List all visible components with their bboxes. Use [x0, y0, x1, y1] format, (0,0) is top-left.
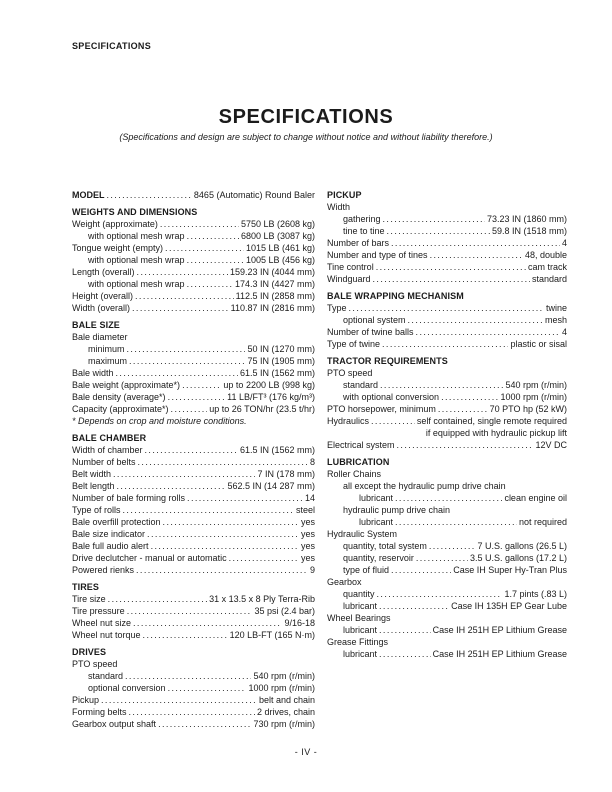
dot-leader — [132, 302, 229, 314]
spec-row — [72, 540, 315, 552]
dot-leader — [379, 624, 431, 636]
spec-value: up to 2200 LB (998 kg) — [223, 380, 315, 390]
spec-label: MODEL — [72, 190, 105, 200]
page-subtitle: (Specifications and design are subject to change without notice and without liability therefore.) — [119, 132, 493, 142]
dot-leader — [383, 213, 485, 225]
spec-label: Type — [327, 303, 347, 313]
spec-label: Windguard — [327, 274, 371, 284]
spec-group-label: Grease Fittings — [327, 637, 389, 647]
spec-label: Drive declutcher - manual or automatic — [72, 553, 227, 563]
spec-value: 11 LB/FT³ (176 kg/m³) — [227, 392, 315, 402]
spec-column-left — [72, 189, 315, 730]
spec-value: 730 rpm (r/min) — [253, 719, 315, 729]
spec-row — [72, 456, 315, 468]
spec-value: 12V DC — [535, 440, 567, 450]
spec-label: quantity — [343, 589, 375, 599]
spec-value: Case IH Super Hy-Tran Plus — [453, 565, 567, 575]
dot-leader — [107, 189, 192, 201]
spec-label: Number of belts — [72, 457, 136, 467]
spec-row — [327, 564, 567, 576]
spec-row — [72, 706, 315, 718]
spec-value: belt and chain — [258, 695, 315, 705]
spec-section — [72, 432, 315, 576]
dot-leader — [430, 249, 523, 261]
spec-value: standard — [531, 274, 567, 284]
page-title: SPECIFICATIONS — [218, 106, 394, 128]
spec-label: gathering — [343, 214, 381, 224]
dot-leader — [135, 290, 234, 302]
dot-leader — [116, 367, 238, 379]
spec-row — [327, 600, 567, 612]
dot-leader — [127, 343, 246, 355]
dot-leader — [391, 237, 560, 249]
spec-value-continuation: if equipped with hydraulic pickup lift — [425, 428, 567, 438]
spec-row — [327, 213, 567, 225]
section-heading: BALE CHAMBER — [72, 433, 147, 443]
spec-value: 59.8 IN (1518 mm) — [491, 226, 567, 236]
dot-leader — [129, 706, 255, 718]
spec-row — [72, 218, 315, 230]
dot-leader — [408, 314, 543, 326]
spec-label: lubricant — [343, 625, 378, 635]
section-heading: DRIVES — [72, 647, 107, 657]
dot-leader — [108, 593, 207, 605]
spec-value: yes — [300, 517, 315, 527]
spec-row — [327, 314, 567, 326]
dot-leader — [145, 444, 238, 456]
spec-row — [327, 379, 567, 391]
spec-label: Bale full audio alert — [72, 541, 149, 551]
spec-label: lubricant — [343, 649, 378, 659]
spec-label: optional conversion — [88, 683, 166, 693]
spec-row — [72, 391, 315, 403]
spec-value: up to 26 TON/hr (23.5 t/hr) — [209, 404, 315, 414]
dot-leader — [187, 230, 239, 242]
dot-leader — [376, 261, 526, 273]
dot-leader — [373, 273, 530, 285]
spec-value: 70 PTO hp (52 kW) — [489, 404, 567, 414]
spec-group-label: PTO speed — [327, 368, 373, 378]
spec-group-label: hydraulic pump drive chain — [343, 505, 451, 515]
spec-value: 35 psi (2.4 bar) — [254, 606, 315, 616]
dot-leader — [349, 302, 544, 314]
dot-leader — [429, 540, 476, 552]
dot-leader — [160, 218, 239, 230]
spec-label: Type of rolls — [72, 505, 121, 515]
spec-row — [72, 682, 315, 694]
spec-row — [327, 403, 567, 415]
section-heading: LUBRICATION — [327, 457, 390, 467]
spec-group-label: Roller Chains — [327, 469, 382, 479]
spec-value: 31 x 13.5 x 8 Ply Terra-Rib — [209, 594, 315, 604]
spec-value: 9/16-18 — [284, 618, 315, 628]
dot-leader — [182, 379, 221, 391]
spec-row — [327, 273, 567, 285]
spec-row — [327, 439, 567, 451]
section-heading: PICKUP — [327, 190, 362, 200]
dot-leader — [416, 552, 468, 564]
spec-label: minimum — [88, 344, 125, 354]
spec-row — [72, 254, 315, 266]
spec-label: Bale size indicator — [72, 529, 146, 539]
spec-row — [327, 249, 567, 261]
dot-leader — [171, 403, 208, 415]
spec-value: 3.5 U.S. gallons (17.2 L) — [469, 553, 567, 563]
spec-label: tine to tine — [343, 226, 385, 236]
spec-row — [72, 593, 315, 605]
spec-row — [327, 225, 567, 237]
spec-value: 4 — [561, 238, 567, 248]
spec-value: cam track — [527, 262, 567, 272]
dot-leader — [137, 266, 228, 278]
dot-leader — [387, 225, 490, 237]
spec-value: 50 IN (1270 mm) — [247, 344, 315, 354]
spec-row — [72, 302, 315, 314]
spec-value: 1.7 pints (.83 L) — [504, 589, 567, 599]
spec-row — [72, 492, 315, 504]
dot-leader — [168, 391, 226, 403]
spec-value: 8 — [309, 457, 315, 467]
dot-leader — [136, 564, 308, 576]
spec-value: 5750 LB (2608 kg) — [240, 219, 315, 229]
spec-label: quantity, reservoir — [343, 553, 414, 563]
dot-leader — [397, 439, 534, 451]
spec-value: 120 LB-FT (165 N·m) — [229, 630, 315, 640]
spec-row — [72, 516, 315, 528]
dot-leader — [133, 617, 282, 629]
spec-label: with optional mesh wrap — [88, 279, 185, 289]
spec-value: 75 IN (1905 mm) — [247, 356, 315, 366]
spec-value: mesh — [544, 315, 567, 325]
spec-row — [327, 516, 567, 528]
spec-label: Powered rienks — [72, 565, 135, 575]
spec-column-right — [327, 189, 567, 660]
spec-value: 6800 LB (3087 kg) — [240, 231, 315, 241]
spec-label: maximum — [88, 356, 128, 366]
spec-row — [72, 379, 315, 391]
spec-row — [72, 367, 315, 379]
spec-row — [327, 648, 567, 660]
spec-value: 112.5 IN (2858 mm) — [235, 291, 315, 301]
dot-leader — [113, 468, 255, 480]
spec-label: Height (overall) — [72, 291, 134, 301]
spec-group-label: Wheel Bearings — [327, 613, 391, 623]
spec-value: yes — [300, 553, 315, 563]
dot-leader — [382, 338, 508, 350]
spec-value: 8465 (Automatic) Round Baler — [193, 190, 315, 200]
spec-row — [72, 718, 315, 730]
spec-label: Width of chamber — [72, 445, 143, 455]
spec-row — [327, 415, 567, 427]
spec-label: PTO horsepower, minimum — [327, 404, 436, 414]
spec-group-label: all except the hydraulic pump drive chain — [343, 481, 506, 491]
spec-label: type of fluid — [343, 565, 390, 575]
spec-section — [327, 189, 567, 285]
spec-row — [327, 237, 567, 249]
spec-row — [72, 617, 315, 629]
spec-value: Case IH 251H EP Lithium Grease — [432, 625, 567, 635]
spec-label: Pickup — [72, 695, 100, 705]
spec-row — [72, 290, 315, 302]
spec-label: Bale width — [72, 368, 114, 378]
spec-label: Bale overfill protection — [72, 517, 161, 527]
spec-label: Length (overall) — [72, 267, 135, 277]
spec-group-label: Hydraulic System — [327, 529, 398, 539]
spec-row — [72, 230, 315, 242]
dot-leader — [380, 379, 503, 391]
spec-value: 1015 LB (461 kg) — [245, 243, 315, 253]
spec-section — [72, 206, 315, 314]
spec-row — [72, 266, 315, 278]
dot-leader — [187, 254, 244, 266]
spec-row — [72, 444, 315, 456]
dot-leader — [163, 516, 299, 528]
spec-row — [327, 261, 567, 273]
spec-value: twine — [545, 303, 567, 313]
spec-row — [327, 624, 567, 636]
spec-value: 48, double — [524, 250, 567, 260]
spec-section — [72, 189, 315, 201]
section-heading: TRACTOR REQUIREMENTS — [327, 356, 448, 366]
spec-label: Tine control — [327, 262, 374, 272]
dot-leader — [165, 242, 244, 254]
dot-leader — [151, 540, 299, 552]
spec-label: Weight (approximate) — [72, 219, 158, 229]
dot-leader — [441, 391, 498, 403]
spec-group-label: Width — [327, 202, 351, 212]
spec-row — [72, 468, 315, 480]
spec-row — [72, 403, 315, 415]
spec-row — [72, 504, 315, 516]
spec-section — [72, 646, 315, 730]
spec-section — [327, 456, 567, 660]
spec-label: Wheel nut torque — [72, 630, 141, 640]
spec-label: Tongue weight (empty) — [72, 243, 164, 253]
dot-leader — [125, 670, 251, 682]
spec-label: Gearbox output shaft — [72, 719, 157, 729]
spec-row — [72, 552, 315, 564]
section-heading: BALE SIZE — [72, 320, 120, 330]
dot-leader — [395, 516, 517, 528]
spec-value: Case IH 251H EP Lithium Grease — [432, 649, 567, 659]
spec-row — [72, 480, 315, 492]
spec-group-label: Bale diameter — [72, 332, 128, 342]
dot-leader — [129, 355, 245, 367]
spec-value: 61.5 IN (1562 mm) — [239, 368, 315, 378]
spec-label: lubricant — [359, 493, 394, 503]
spec-row — [72, 694, 315, 706]
spec-label: Type of twine — [327, 339, 381, 349]
spec-label: Belt length — [72, 481, 115, 491]
spec-value: 562.5 IN (14 287 mm) — [227, 481, 315, 491]
dot-leader — [117, 480, 226, 492]
section-heading: WEIGHTS AND DIMENSIONS — [72, 207, 198, 217]
spec-value: Case IH 135H EP Gear Lube — [451, 601, 567, 611]
spec-label: Bale weight (approximate*) — [72, 380, 181, 390]
dot-leader — [127, 605, 253, 617]
dot-leader — [101, 694, 257, 706]
spec-value: 2 drives, chain — [256, 707, 315, 717]
page-number: - IV - — [294, 747, 318, 757]
spec-group-label: Gearbox — [327, 577, 362, 587]
spec-value: 540 rpm (r/min) — [505, 380, 567, 390]
spec-value: 540 rpm (r/min) — [253, 671, 315, 681]
dot-leader — [143, 629, 228, 641]
spec-label: Forming belts — [72, 707, 127, 717]
spec-row — [327, 492, 567, 504]
spec-group-label: PTO speed — [72, 659, 118, 669]
spec-value: not required — [518, 517, 567, 527]
spec-row — [327, 552, 567, 564]
spec-value: clean engine oil — [504, 493, 567, 503]
spec-label: Number of bars — [327, 238, 390, 248]
spec-value: 7 U.S. gallons (26.5 L) — [477, 541, 567, 551]
spec-row — [72, 242, 315, 254]
section-heading: TIRES — [72, 582, 100, 592]
spec-value: 1000 rpm (r/min) — [248, 683, 315, 693]
spec-row — [327, 391, 567, 403]
spec-label: Tire size — [72, 594, 106, 604]
spec-value: 159.23 IN (4044 mm) — [229, 267, 315, 277]
spec-value: 7 IN (178 mm) — [257, 469, 315, 479]
dot-leader — [138, 456, 308, 468]
dot-leader — [416, 326, 560, 338]
dot-leader — [158, 718, 251, 730]
spec-value: 14 — [304, 493, 315, 503]
dot-leader — [395, 492, 502, 504]
spec-section — [72, 319, 315, 427]
spec-label: Electrical system — [327, 440, 395, 450]
spec-label: Number and type of tines — [327, 250, 428, 260]
dot-leader — [371, 415, 415, 427]
spec-row — [72, 355, 315, 367]
spec-label: Belt width — [72, 469, 112, 479]
spec-section — [327, 290, 567, 350]
spec-row — [72, 564, 315, 576]
spec-row — [327, 540, 567, 552]
dot-leader — [379, 600, 449, 612]
spec-value: 73.23 IN (1860 mm) — [486, 214, 567, 224]
spec-label: lubricant — [359, 517, 394, 527]
spec-value: 9 — [309, 565, 315, 575]
dot-leader — [147, 528, 299, 540]
spec-label: quantity, total system — [343, 541, 427, 551]
spec-row — [72, 670, 315, 682]
spec-row — [72, 343, 315, 355]
dot-leader — [377, 588, 503, 600]
spec-section — [72, 581, 315, 641]
dot-leader — [229, 552, 299, 564]
spec-label: with optional mesh wrap — [88, 255, 185, 265]
dot-leader — [187, 278, 233, 290]
spec-value: self contained, single remote required — [416, 416, 567, 426]
spec-label: Width (overall) — [72, 303, 131, 313]
spec-row — [72, 629, 315, 641]
spec-label: with optional mesh wrap — [88, 231, 185, 241]
spec-row — [327, 326, 567, 338]
section-heading: BALE WRAPPING MECHANISM — [327, 291, 464, 301]
dot-leader — [187, 492, 303, 504]
spec-label: Number of bale forming rolls — [72, 493, 186, 503]
spec-value: yes — [300, 529, 315, 539]
spec-row — [327, 338, 567, 350]
dot-leader — [438, 403, 488, 415]
spec-value: 61.5 IN (1562 mm) — [239, 445, 315, 455]
spec-row — [72, 605, 315, 617]
spec-value: 4 — [561, 327, 567, 337]
spec-label: Hydraulics — [327, 416, 370, 426]
spec-row — [72, 528, 315, 540]
spec-label: standard — [88, 671, 124, 681]
dot-leader — [391, 564, 451, 576]
spec-note: * Depends on crop and moisture conditions. — [72, 416, 247, 426]
spec-value: steel — [295, 505, 315, 515]
spec-label: with optional conversion — [343, 392, 440, 402]
spec-row — [72, 278, 315, 290]
spec-value: 174.3 IN (4427 mm) — [234, 279, 315, 289]
spec-value: 1005 LB (456 kg) — [245, 255, 315, 265]
spec-label: lubricant — [343, 601, 378, 611]
spec-value: 110.87 IN (2816 mm) — [230, 303, 315, 313]
spec-label: Bale density (average*) — [72, 392, 166, 402]
spec-row — [72, 189, 315, 201]
spec-value: 1000 rpm (r/min) — [500, 392, 567, 402]
spec-label: Wheel nut size — [72, 618, 132, 628]
spec-section — [327, 355, 567, 451]
dot-leader — [123, 504, 294, 516]
spec-label: Capacity (approximate*) — [72, 404, 169, 414]
spec-label: standard — [343, 380, 379, 390]
spec-value: plastic or sisal — [510, 339, 567, 349]
dot-leader — [168, 682, 247, 694]
spec-row — [327, 302, 567, 314]
dot-leader — [379, 648, 431, 660]
spec-value: yes — [300, 541, 315, 551]
spec-label: Tire pressure — [72, 606, 125, 616]
spec-row — [327, 588, 567, 600]
spec-label: Number of twine balls — [327, 327, 414, 337]
spec-label: optional system — [343, 315, 406, 325]
running-header: SPECIFICATIONS — [72, 41, 152, 51]
